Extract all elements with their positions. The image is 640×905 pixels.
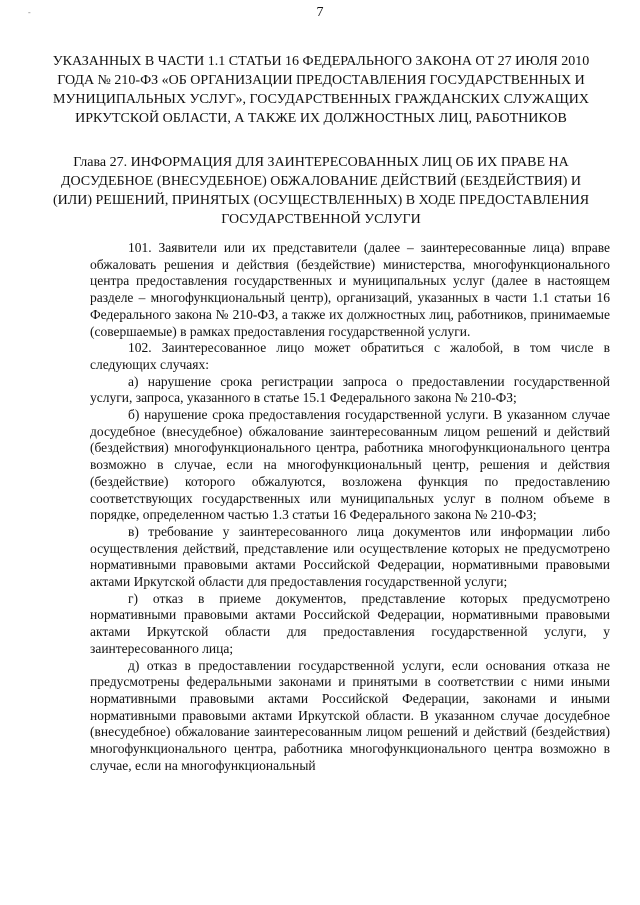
paragraph-item-d: д) отказ в предоставлении государственной услуги, если основания отказа не предусмотрены федеральными законами и принятыми в соответствии с ними иными нормативными правовыми актами Российской Федерации, законами и иными нормативными правовыми актами Иркутской области. В указанном случае досудебное (внесудебное) обжалование заинтересованным лицом решений и действий (бездействия) многофункционального центра, работника многофункционального центра возможно в случае, если на многофункциональный xyxy=(90,657,610,773)
paragraph-102: 102. Заинтересованное лицо может обратиться с жалобой, в том числе в следующих случаях: xyxy=(90,340,610,372)
corner-mark: - xyxy=(28,8,31,17)
section-heading: УКАЗАННЫХ В ЧАСТИ 1.1 СТАТЬИ 16 ФЕДЕРАЛЬНОГО ЗАКОНА ОТ 27 ИЮЛЯ 2010 ГОДА № 210-ФЗ «ОБ ОРГАНИЗАЦИИ ПРЕДОСТАВЛЕНИЯ ГОСУДАРСТВЕННЫХ И МУНИЦИПАЛЬНЫХ УСЛУГ», ГОСУДАРСТВЕННЫХ ГРАЖДАНСКИХ СЛУЖАЩИХ ИРКУТСКОЙ ОБЛАСТИ, А ТАКЖЕ ИХ ДОЛЖНОСТНЫХ ЛИЦ, РАБОТНИКОВ xyxy=(52,54,590,126)
page-number: 7 xyxy=(316,5,324,20)
paragraph-item-g: г) отказ в приеме документов, представление которых предусмотрено нормативными правовыми актами Российской Федерации, нормативными правовыми актами Иркутской области для предоставления государственной услуги, у заинтересованного лица; xyxy=(90,590,610,656)
paragraph-item-b: б) нарушение срока предоставления государственной услуги. В указанном случае досудебное (внесудебное) обжалование заинтересованным лицом решений и действий (бездействия) многофункционального центра, работника многофункционального центра возможно в случае, если на многофункциональный центр, решения и действия (бездействие) которого обжалуются, возложена функция по предоставлению соответствующих государственных или муниципальных услуг в полном объеме в порядке, определенном частью 1.3 статьи 16 Федерального закона № 210-ФЗ; xyxy=(90,407,610,523)
paragraph-101: 101. Заявители или их представители (далее – заинтересованные лица) вправе обжаловать решения и действия (бездействие) министерства, многофункционального центра предоставления государственных и муниципальных услуг (далее в настоящем разделе – многофункциональный центр), организаций, указанных в части 1.1 статьи 16 Федерального закона № 210-ФЗ, а также их должностных лиц, работников, принимаемые (совершаемые) в рамках предоставления государственной услуги. xyxy=(90,240,610,339)
chapter-heading: Глава 27. ИНФОРМАЦИЯ ДЛЯ ЗАИНТЕРЕСОВАННЫХ ЛИЦ ОБ ИХ ПРАВЕ НА ДОСУДЕБНОЕ (ВНЕСУДЕБНОЕ) ОБЖАЛОВАНИЕ ДЕЙСТВИЙ (БЕЗДЕЙСТВИЯ) И (ИЛИ) РЕШЕНИЙ, ПРИНЯТЫХ (ОСУЩЕСТВЛЕННЫХ) В ХОДЕ ПРЕДОСТАВЛЕНИЯ ГОСУДАРСТВЕННОЙ УСЛУГИ xyxy=(52,155,590,227)
paragraph-item-a: а) нарушение срока регистрации запроса о предоставлении государственной услуги, запроса, указанного в статье 15.1 Федерального закона № 210-ФЗ; xyxy=(90,373,610,406)
document-body xyxy=(90,240,610,775)
paragraph-item-v: в) требование у заинтересованного лица документов или информации либо осуществления действий, представление или осуществление которых не предусмотрено нормативными правовыми актами Российской Федерации, нормативными правовыми актами Иркутской области для предоставления государственной услуги; xyxy=(90,523,610,590)
